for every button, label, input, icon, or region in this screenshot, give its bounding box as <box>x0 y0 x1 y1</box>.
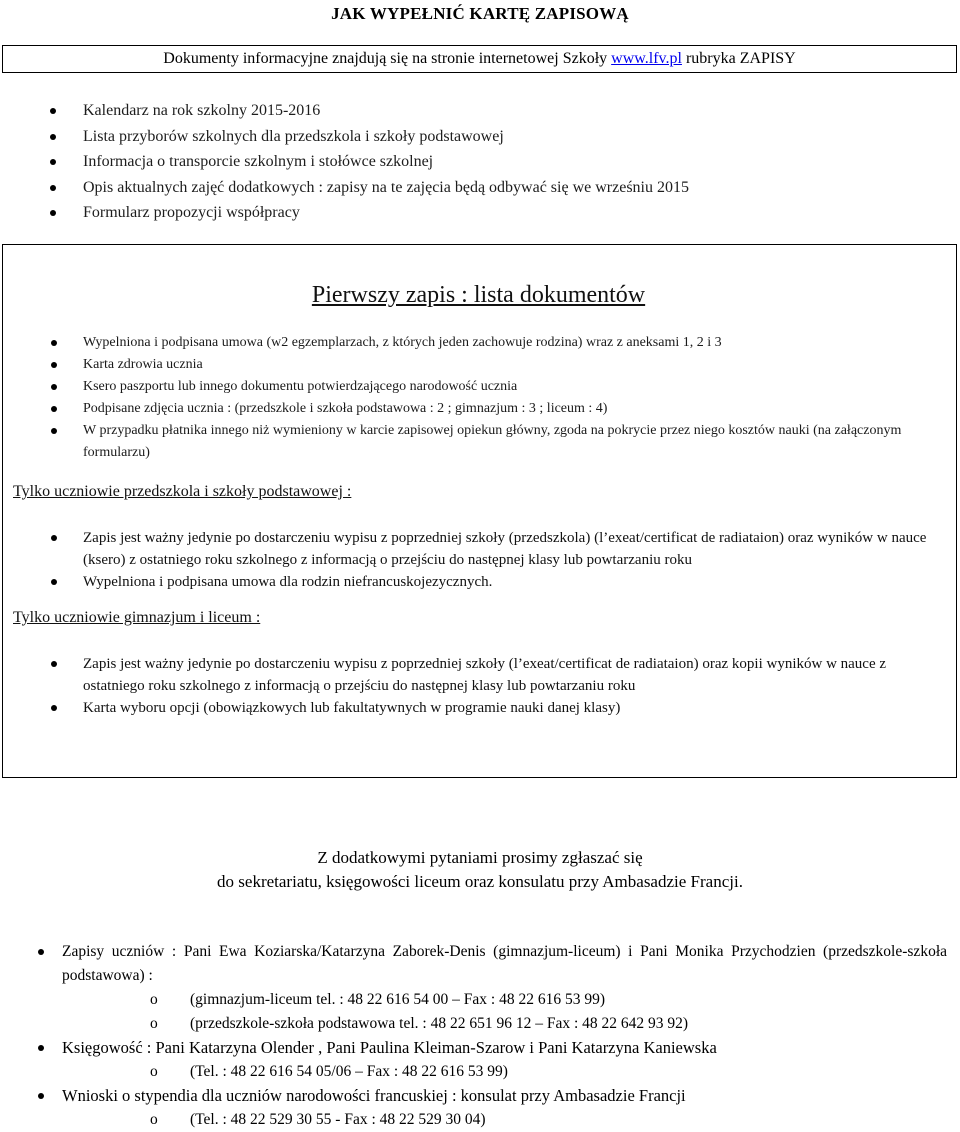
sub-bullet-icon: o <box>150 991 158 1008</box>
school-website-link[interactable]: www.lfv.pl <box>611 50 682 67</box>
contact-question-line1: Z dodatkowymi pytaniami prosimy zgłaszać się <box>317 848 643 867</box>
secondary-section-list <box>3 653 943 719</box>
bullet-icon <box>51 661 57 667</box>
list-item: Kalendarz na rok szkolny 2015-2016 <box>0 98 689 124</box>
list-item: Informacja o transporcie szkolnym i stołówce szkolnej <box>0 149 689 175</box>
preschool-section-heading: Tylko uczniowie przedszkola i szkoły podstawowej : <box>13 483 352 500</box>
bullet-icon <box>50 210 56 216</box>
contact-question-line2: do sekretariatu, księgowości liceum oraz konsulatu przy Ambasadzie Francji. <box>217 872 743 891</box>
list-item: Karta wyboru opcji (obowiązkowych lub fakultatywnych w programie nauki danej klasy) <box>3 697 943 719</box>
enrollment-phone-secondary: o (gimnazjum-liceum tel. : 48 22 616 54 00 – Fax : 48 22 616 53 99) <box>0 988 960 1012</box>
list-item: Lista przyborów szkolnych dla przedszkola i szkoły podstawowej <box>0 124 689 150</box>
bullet-icon <box>51 535 57 541</box>
list-item: Wypelniona i podpisana umowa (w2 egzemplarzach, z których jeden zachowuje rodzina) wraz z aneksami 1, 2 i 3 <box>3 332 903 354</box>
enrollment-contact: Zapisy uczniów : Pani Ewa Koziarska/Katarzyna Zaborek-Denis (gimnazjum-liceum) i Pani Monika Przychodzien (przedszkole-szkoła podstawowa) : <box>0 940 947 988</box>
bullet-icon <box>51 406 57 412</box>
sub-bullet-icon: o <box>150 1111 158 1128</box>
enrollment-phone-primary: o (przedszkole-szkoła podstawowa tel. : 48 22 651 96 12 – Fax : 48 22 642 93 92) <box>0 1012 960 1036</box>
documents-heading: Pierwszy zapis : lista dokumentów <box>311 282 646 308</box>
list-item: Wypelniona i podpisana umowa dla rodzin niefrancuskojezycznych. <box>3 571 943 593</box>
bullet-icon <box>50 108 56 114</box>
bullet-icon <box>51 428 57 434</box>
bullet-icon <box>51 362 57 368</box>
bullet-icon <box>51 705 57 711</box>
bullet-icon <box>38 1045 44 1051</box>
info-banner <box>2 45 957 73</box>
preschool-section-list <box>3 527 943 593</box>
bullet-icon <box>51 384 57 390</box>
required-documents-box <box>2 244 957 778</box>
contacts-section <box>0 940 960 1132</box>
scholarship-phone: o (Tel. : 48 22 529 30 55 - Fax : 48 22 529 30 04) <box>0 1108 960 1132</box>
bullet-icon <box>50 134 56 140</box>
sub-bullet-icon: o <box>150 1063 158 1080</box>
list-item: Zapis jest ważny jedynie po dostarczeniu wypisu z poprzedniej szkoły (l’exeat/certificat de radiataion) oraz kopii wyników w nauce z ostatniego roku szkolnego z informacją o przejściu do następnej klasy lub powtarzaniu roku <box>3 653 943 697</box>
list-item: W przypadku płatnika innego niż wymieniony w karcie zapisowej opiekun główny, zgoda na pokrycie przez niego kosztów nauki (na załączonym formularzu) <box>3 420 903 464</box>
info-documents-list <box>0 98 689 226</box>
bullet-icon <box>38 949 44 955</box>
list-item: Opis aktualnych zajęć dodatkowych : zapisy na te zajęcia będą odbywać się we wrześniu 2015 <box>0 175 689 201</box>
info-text-suffix: rubryka ZAPISY <box>681 50 796 67</box>
scholarship-contact: Wnioski o stypendia dla uczniów narodowości francuskiej : konsulat przy Ambasadzie Francji <box>0 1084 947 1108</box>
bullet-icon <box>50 185 56 191</box>
bullet-icon <box>38 1093 44 1099</box>
secondary-section-heading: Tylko uczniowie gimnazjum i liceum : <box>13 609 261 626</box>
page-title: JAK WYPEŁNIĆ KARTĘ ZAPISOWĄ <box>331 4 629 23</box>
bullet-icon <box>50 159 56 165</box>
info-text: Dokumenty informacyjne znajdują się na stronie internetowej Szkoły <box>163 50 612 67</box>
accounting-contact: Księgowość : Pani Katarzyna Olender , Pani Paulina Kleiman-Szarow i Pani Katarzyna Kaniewska <box>0 1036 947 1060</box>
sub-bullet-icon: o <box>150 1015 158 1032</box>
list-item: Zapis jest ważny jedynie po dostarczeniu wypisu z poprzedniej szkoły (przedszkola) (l’exeat/certificat de radiataion) oraz wyników w nauce (ksero) z ostatniego roku szkolnego z informacją o przejściu do następnej klasy lub powtarzaniu roku <box>3 527 943 571</box>
accounting-phone: o (Tel. : 48 22 616 54 05/06 – Fax : 48 22 616 53 99) <box>0 1060 960 1084</box>
bullet-icon <box>51 579 57 585</box>
list-item: Formularz propozycji współpracy <box>0 200 689 226</box>
list-item: Karta zdrowia ucznia <box>3 354 903 376</box>
contact-question <box>0 846 960 894</box>
documents-list <box>3 332 903 464</box>
bullet-icon <box>51 340 57 346</box>
list-item: Ksero paszportu lub innego dokumentu potwierdzającego narodowość ucznia <box>3 376 903 398</box>
list-item: Podpisane zdjęcia ucznia : (przedszkole i szkoła podstawowa : 2 ; gimnazjum : 3 ; liceum : 4) <box>3 398 903 420</box>
